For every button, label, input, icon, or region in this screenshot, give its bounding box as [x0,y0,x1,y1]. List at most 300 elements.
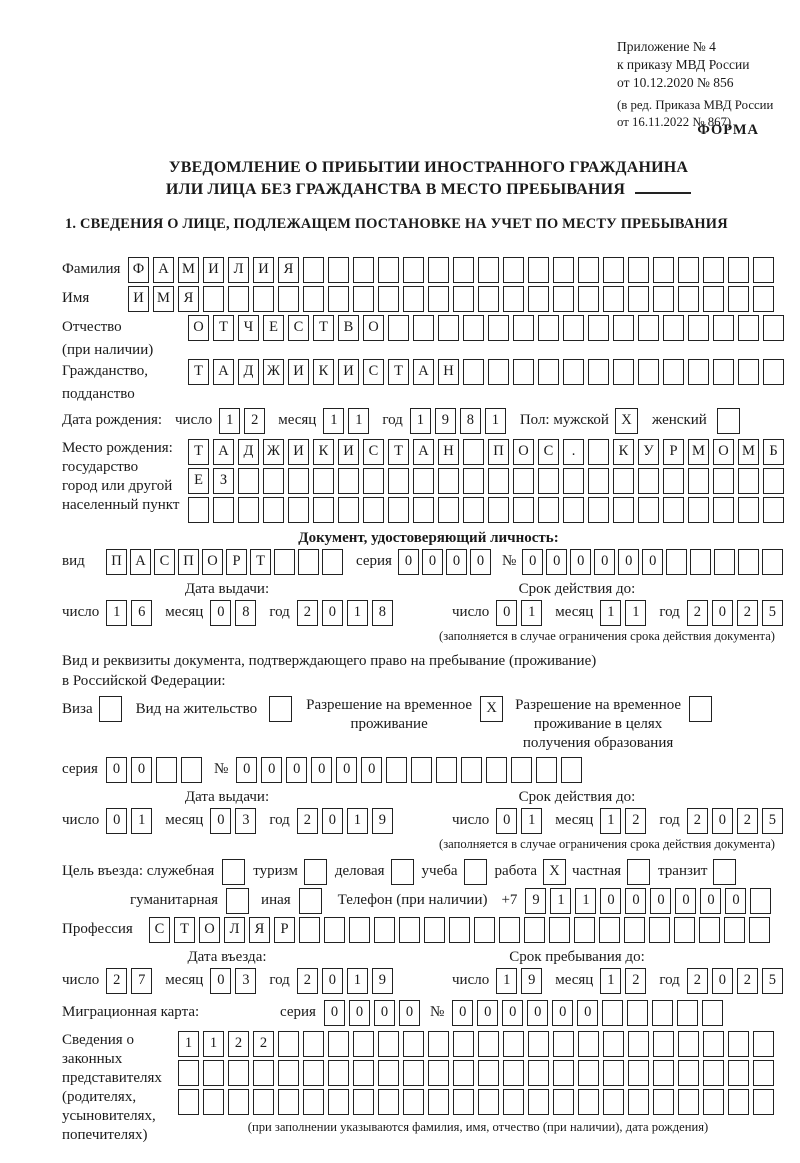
char-cell[interactable] [578,1089,599,1115]
char-cell[interactable] [561,757,582,783]
char-cell[interactable]: 1 [521,808,542,834]
char-cell[interactable]: 9 [372,808,393,834]
char-cell[interactable] [488,315,509,341]
char-cell[interactable] [588,468,609,494]
char-cell[interactable] [388,497,409,523]
char-cell[interactable] [678,286,699,312]
char-cell[interactable]: 5 [762,968,783,994]
char-cell[interactable] [688,497,709,523]
char-cell[interactable]: Л [224,917,245,943]
char-cell[interactable] [488,468,509,494]
char-cell[interactable]: Р [663,439,684,465]
char-cell[interactable]: 2 [687,808,708,834]
char-cell[interactable]: 0 [470,549,491,575]
char-cell[interactable] [713,497,734,523]
char-cell[interactable]: 1 [131,808,152,834]
char-cell[interactable]: Т [188,359,209,385]
char-cell[interactable]: Я [178,286,199,312]
char-cell[interactable] [678,257,699,283]
char-cell[interactable]: 0 [618,549,639,575]
char-cell[interactable]: 2 [625,968,646,994]
char-cell[interactable] [363,497,384,523]
residence-permit-checkbox[interactable] [269,696,292,722]
char-cell[interactable]: Ч [238,315,259,341]
char-cell[interactable] [403,1089,424,1115]
char-cell[interactable] [549,917,570,943]
char-cell[interactable] [403,1031,424,1057]
char-cell[interactable] [213,497,234,523]
char-cell[interactable]: 1 [219,408,240,434]
char-cell[interactable] [578,1031,599,1057]
char-cell[interactable]: 0 [725,888,746,914]
char-cell[interactable] [449,917,470,943]
char-cell[interactable] [738,468,759,494]
char-cell[interactable] [678,1060,699,1086]
visa-checkbox[interactable] [99,696,122,722]
char-cell[interactable]: А [413,439,434,465]
char-cell[interactable]: Я [278,257,299,283]
char-cell[interactable] [178,1089,199,1115]
char-cell[interactable] [513,468,534,494]
char-cell[interactable]: 2 [297,968,318,994]
char-cell[interactable]: 2 [297,808,318,834]
char-cell[interactable]: С [149,917,170,943]
char-cell[interactable] [613,315,634,341]
char-cell[interactable] [478,257,499,283]
char-cell[interactable] [263,497,284,523]
char-cell[interactable]: 8 [372,600,393,626]
char-cell[interactable] [599,917,620,943]
char-cell[interactable] [690,549,711,575]
char-cell[interactable] [763,359,784,385]
char-cell[interactable] [499,917,520,943]
char-cell[interactable] [728,286,749,312]
temp-residence-edu-checkbox[interactable] [689,696,712,722]
char-cell[interactable]: 0 [322,968,343,994]
char-cell[interactable] [503,286,524,312]
char-cell[interactable] [753,286,774,312]
char-cell[interactable]: А [213,439,234,465]
char-cell[interactable] [328,1060,349,1086]
char-cell[interactable]: 0 [349,1000,370,1026]
char-cell[interactable] [363,468,384,494]
char-cell[interactable]: Т [388,359,409,385]
char-cell[interactable] [461,757,482,783]
char-cell[interactable]: 0 [106,757,127,783]
char-cell[interactable]: 0 [625,888,646,914]
purpose-other-checkbox[interactable] [299,888,322,914]
char-cell[interactable] [538,359,559,385]
char-cell[interactable] [703,286,724,312]
char-cell[interactable] [553,1060,574,1086]
char-cell[interactable]: 1 [575,888,596,914]
char-cell[interactable] [278,1060,299,1086]
char-cell[interactable]: Н [438,439,459,465]
char-cell[interactable]: П [178,549,199,575]
char-cell[interactable] [324,917,345,943]
char-cell[interactable] [438,468,459,494]
char-cell[interactable] [528,1031,549,1057]
char-cell[interactable]: 0 [477,1000,498,1026]
char-cell[interactable]: Б [763,439,784,465]
char-cell[interactable] [563,468,584,494]
char-cell[interactable]: 0 [546,549,567,575]
char-cell[interactable]: С [363,359,384,385]
char-cell[interactable] [299,917,320,943]
char-cell[interactable]: 0 [452,1000,473,1026]
char-cell[interactable] [627,1000,648,1026]
char-cell[interactable] [536,757,557,783]
char-cell[interactable] [463,468,484,494]
char-cell[interactable]: 0 [570,549,591,575]
temp-residence-checkbox[interactable]: X [480,696,503,722]
char-cell[interactable]: 1 [550,888,571,914]
char-cell[interactable]: 9 [435,408,456,434]
char-cell[interactable] [524,917,545,943]
char-cell[interactable]: М [153,286,174,312]
char-cell[interactable] [538,468,559,494]
char-cell[interactable] [578,1060,599,1086]
char-cell[interactable] [338,497,359,523]
char-cell[interactable]: 5 [762,808,783,834]
char-cell[interactable] [353,1089,374,1115]
char-cell[interactable]: 1 [347,600,368,626]
char-cell[interactable]: 1 [521,600,542,626]
char-cell[interactable]: 2 [687,600,708,626]
char-cell[interactable] [438,497,459,523]
char-cell[interactable] [181,757,202,783]
char-cell[interactable]: И [288,359,309,385]
char-cell[interactable]: 0 [361,757,382,783]
char-cell[interactable] [538,315,559,341]
char-cell[interactable] [653,1060,674,1086]
char-cell[interactable]: М [688,439,709,465]
char-cell[interactable] [478,1060,499,1086]
char-cell[interactable]: Т [213,315,234,341]
char-cell[interactable] [663,359,684,385]
char-cell[interactable]: Я [249,917,270,943]
char-cell[interactable]: А [130,549,151,575]
char-cell[interactable] [714,549,735,575]
char-cell[interactable] [763,468,784,494]
char-cell[interactable] [274,549,295,575]
char-cell[interactable]: 1 [600,808,621,834]
char-cell[interactable] [413,497,434,523]
char-cell[interactable] [738,359,759,385]
char-cell[interactable] [528,286,549,312]
char-cell[interactable] [178,1060,199,1086]
char-cell[interactable] [753,1089,774,1115]
char-cell[interactable] [578,286,599,312]
char-cell[interactable] [188,497,209,523]
char-cell[interactable] [203,1060,224,1086]
char-cell[interactable] [753,257,774,283]
char-cell[interactable] [253,1089,274,1115]
char-cell[interactable] [588,497,609,523]
char-cell[interactable] [386,757,407,783]
char-cell[interactable]: 0 [642,549,663,575]
char-cell[interactable] [728,1089,749,1115]
char-cell[interactable]: М [738,439,759,465]
char-cell[interactable] [453,286,474,312]
char-cell[interactable] [453,257,474,283]
char-cell[interactable]: О [363,315,384,341]
char-cell[interactable] [563,315,584,341]
char-cell[interactable] [638,468,659,494]
char-cell[interactable]: С [288,315,309,341]
char-cell[interactable] [463,315,484,341]
char-cell[interactable]: 2 [737,968,758,994]
char-cell[interactable]: 0 [552,1000,573,1026]
char-cell[interactable]: 0 [236,757,257,783]
char-cell[interactable]: Т [313,315,334,341]
sex-female-checkbox[interactable] [717,408,740,434]
char-cell[interactable] [713,468,734,494]
char-cell[interactable] [238,468,259,494]
char-cell[interactable]: О [188,315,209,341]
char-cell[interactable] [349,917,370,943]
char-cell[interactable]: 0 [336,757,357,783]
char-cell[interactable]: И [288,439,309,465]
purpose-private-checkbox[interactable] [627,859,650,885]
char-cell[interactable] [553,286,574,312]
char-cell[interactable]: 1 [348,408,369,434]
char-cell[interactable] [528,1060,549,1086]
char-cell[interactable] [588,315,609,341]
char-cell[interactable] [288,468,309,494]
char-cell[interactable]: 0 [446,549,467,575]
char-cell[interactable] [603,1089,624,1115]
char-cell[interactable] [253,286,274,312]
char-cell[interactable] [463,439,484,465]
char-cell[interactable]: О [202,549,223,575]
char-cell[interactable]: 0 [261,757,282,783]
char-cell[interactable] [288,497,309,523]
purpose-transit-checkbox[interactable] [713,859,736,885]
char-cell[interactable] [263,468,284,494]
char-cell[interactable] [699,917,720,943]
char-cell[interactable] [588,439,609,465]
char-cell[interactable] [353,286,374,312]
char-cell[interactable] [762,549,783,575]
char-cell[interactable] [763,497,784,523]
char-cell[interactable] [156,757,177,783]
char-cell[interactable] [413,468,434,494]
char-cell[interactable]: 0 [422,549,443,575]
char-cell[interactable]: 9 [525,888,546,914]
char-cell[interactable]: 6 [131,600,152,626]
char-cell[interactable] [528,1089,549,1115]
char-cell[interactable] [474,917,495,943]
char-cell[interactable]: 2 [737,808,758,834]
char-cell[interactable] [528,257,549,283]
char-cell[interactable] [513,359,534,385]
char-cell[interactable]: 0 [324,1000,345,1026]
char-cell[interactable] [666,549,687,575]
char-cell[interactable] [553,1089,574,1115]
char-cell[interactable] [228,1089,249,1115]
char-cell[interactable]: 1 [178,1031,199,1057]
char-cell[interactable] [663,497,684,523]
char-cell[interactable] [253,1060,274,1086]
char-cell[interactable] [411,757,432,783]
char-cell[interactable] [303,1031,324,1057]
char-cell[interactable]: П [488,439,509,465]
char-cell[interactable] [403,257,424,283]
char-cell[interactable]: 2 [737,600,758,626]
char-cell[interactable] [503,1031,524,1057]
char-cell[interactable] [438,315,459,341]
char-cell[interactable]: Ж [263,439,284,465]
char-cell[interactable] [278,1031,299,1057]
char-cell[interactable] [749,917,770,943]
char-cell[interactable] [703,1060,724,1086]
char-cell[interactable]: И [253,257,274,283]
char-cell[interactable] [303,257,324,283]
char-cell[interactable]: 9 [521,968,542,994]
char-cell[interactable] [649,917,670,943]
char-cell[interactable]: М [178,257,199,283]
char-cell[interactable]: 1 [347,968,368,994]
char-cell[interactable] [628,1089,649,1115]
purpose-work-checkbox[interactable]: X [543,859,566,885]
char-cell[interactable] [328,286,349,312]
char-cell[interactable] [553,257,574,283]
char-cell[interactable]: К [313,359,334,385]
char-cell[interactable] [298,549,319,575]
char-cell[interactable]: 9 [372,968,393,994]
char-cell[interactable]: 0 [322,808,343,834]
char-cell[interactable] [463,359,484,385]
char-cell[interactable] [413,315,434,341]
char-cell[interactable]: У [638,439,659,465]
char-cell[interactable] [278,286,299,312]
char-cell[interactable]: 5 [762,600,783,626]
char-cell[interactable] [511,757,532,783]
char-cell[interactable] [563,359,584,385]
char-cell[interactable]: 0 [311,757,332,783]
char-cell[interactable]: 8 [235,600,256,626]
char-cell[interactable] [338,468,359,494]
char-cell[interactable]: А [153,257,174,283]
char-cell[interactable]: 1 [410,408,431,434]
char-cell[interactable] [353,1060,374,1086]
char-cell[interactable]: 0 [398,549,419,575]
char-cell[interactable] [763,315,784,341]
char-cell[interactable]: 0 [496,808,517,834]
char-cell[interactable]: Д [238,359,259,385]
char-cell[interactable]: О [513,439,534,465]
char-cell[interactable] [678,1031,699,1057]
char-cell[interactable] [403,1060,424,1086]
char-cell[interactable]: 2 [228,1031,249,1057]
char-cell[interactable] [588,359,609,385]
char-cell[interactable] [738,497,759,523]
char-cell[interactable] [753,1031,774,1057]
char-cell[interactable]: И [128,286,149,312]
char-cell[interactable] [424,917,445,943]
char-cell[interactable] [728,1060,749,1086]
char-cell[interactable] [478,286,499,312]
char-cell[interactable]: О [199,917,220,943]
char-cell[interactable] [388,315,409,341]
char-cell[interactable] [436,757,457,783]
char-cell[interactable] [203,1089,224,1115]
char-cell[interactable] [713,315,734,341]
char-cell[interactable] [428,286,449,312]
char-cell[interactable] [688,468,709,494]
char-cell[interactable] [677,1000,698,1026]
char-cell[interactable] [728,257,749,283]
char-cell[interactable] [724,917,745,943]
char-cell[interactable] [603,286,624,312]
char-cell[interactable]: К [313,439,334,465]
char-cell[interactable]: 0 [650,888,671,914]
char-cell[interactable]: 3 [235,968,256,994]
char-cell[interactable] [353,257,374,283]
char-cell[interactable] [453,1031,474,1057]
char-cell[interactable] [663,315,684,341]
char-cell[interactable] [313,468,334,494]
char-cell[interactable] [750,888,771,914]
char-cell[interactable]: Т [388,439,409,465]
char-cell[interactable]: Р [274,917,295,943]
char-cell[interactable] [378,1060,399,1086]
char-cell[interactable] [428,1031,449,1057]
char-cell[interactable]: 0 [496,600,517,626]
char-cell[interactable] [603,1031,624,1057]
char-cell[interactable]: 0 [210,808,231,834]
char-cell[interactable] [303,286,324,312]
char-cell[interactable] [574,917,595,943]
char-cell[interactable]: И [338,439,359,465]
char-cell[interactable] [428,1060,449,1086]
char-cell[interactable]: 0 [700,888,721,914]
char-cell[interactable]: С [154,549,175,575]
char-cell[interactable] [638,315,659,341]
char-cell[interactable]: 1 [625,600,646,626]
char-cell[interactable]: 8 [460,408,481,434]
purpose-study-checkbox[interactable] [464,859,487,885]
char-cell[interactable]: 2 [625,808,646,834]
char-cell[interactable] [503,1060,524,1086]
char-cell[interactable]: 0 [322,600,343,626]
char-cell[interactable] [313,497,334,523]
char-cell[interactable] [628,286,649,312]
char-cell[interactable]: 7 [131,968,152,994]
char-cell[interactable] [624,917,645,943]
char-cell[interactable]: 0 [712,968,733,994]
char-cell[interactable]: 0 [131,757,152,783]
char-cell[interactable]: 1 [347,808,368,834]
char-cell[interactable] [303,1089,324,1115]
char-cell[interactable]: 1 [485,408,506,434]
char-cell[interactable]: 0 [522,549,543,575]
char-cell[interactable] [463,497,484,523]
char-cell[interactable] [478,1089,499,1115]
char-cell[interactable] [488,359,509,385]
char-cell[interactable] [674,917,695,943]
char-cell[interactable]: Ж [263,359,284,385]
char-cell[interactable] [653,1089,674,1115]
char-cell[interactable]: 1 [323,408,344,434]
char-cell[interactable] [653,257,674,283]
char-cell[interactable]: Н [438,359,459,385]
char-cell[interactable]: Р [226,549,247,575]
char-cell[interactable] [399,917,420,943]
char-cell[interactable]: С [538,439,559,465]
char-cell[interactable] [703,1089,724,1115]
